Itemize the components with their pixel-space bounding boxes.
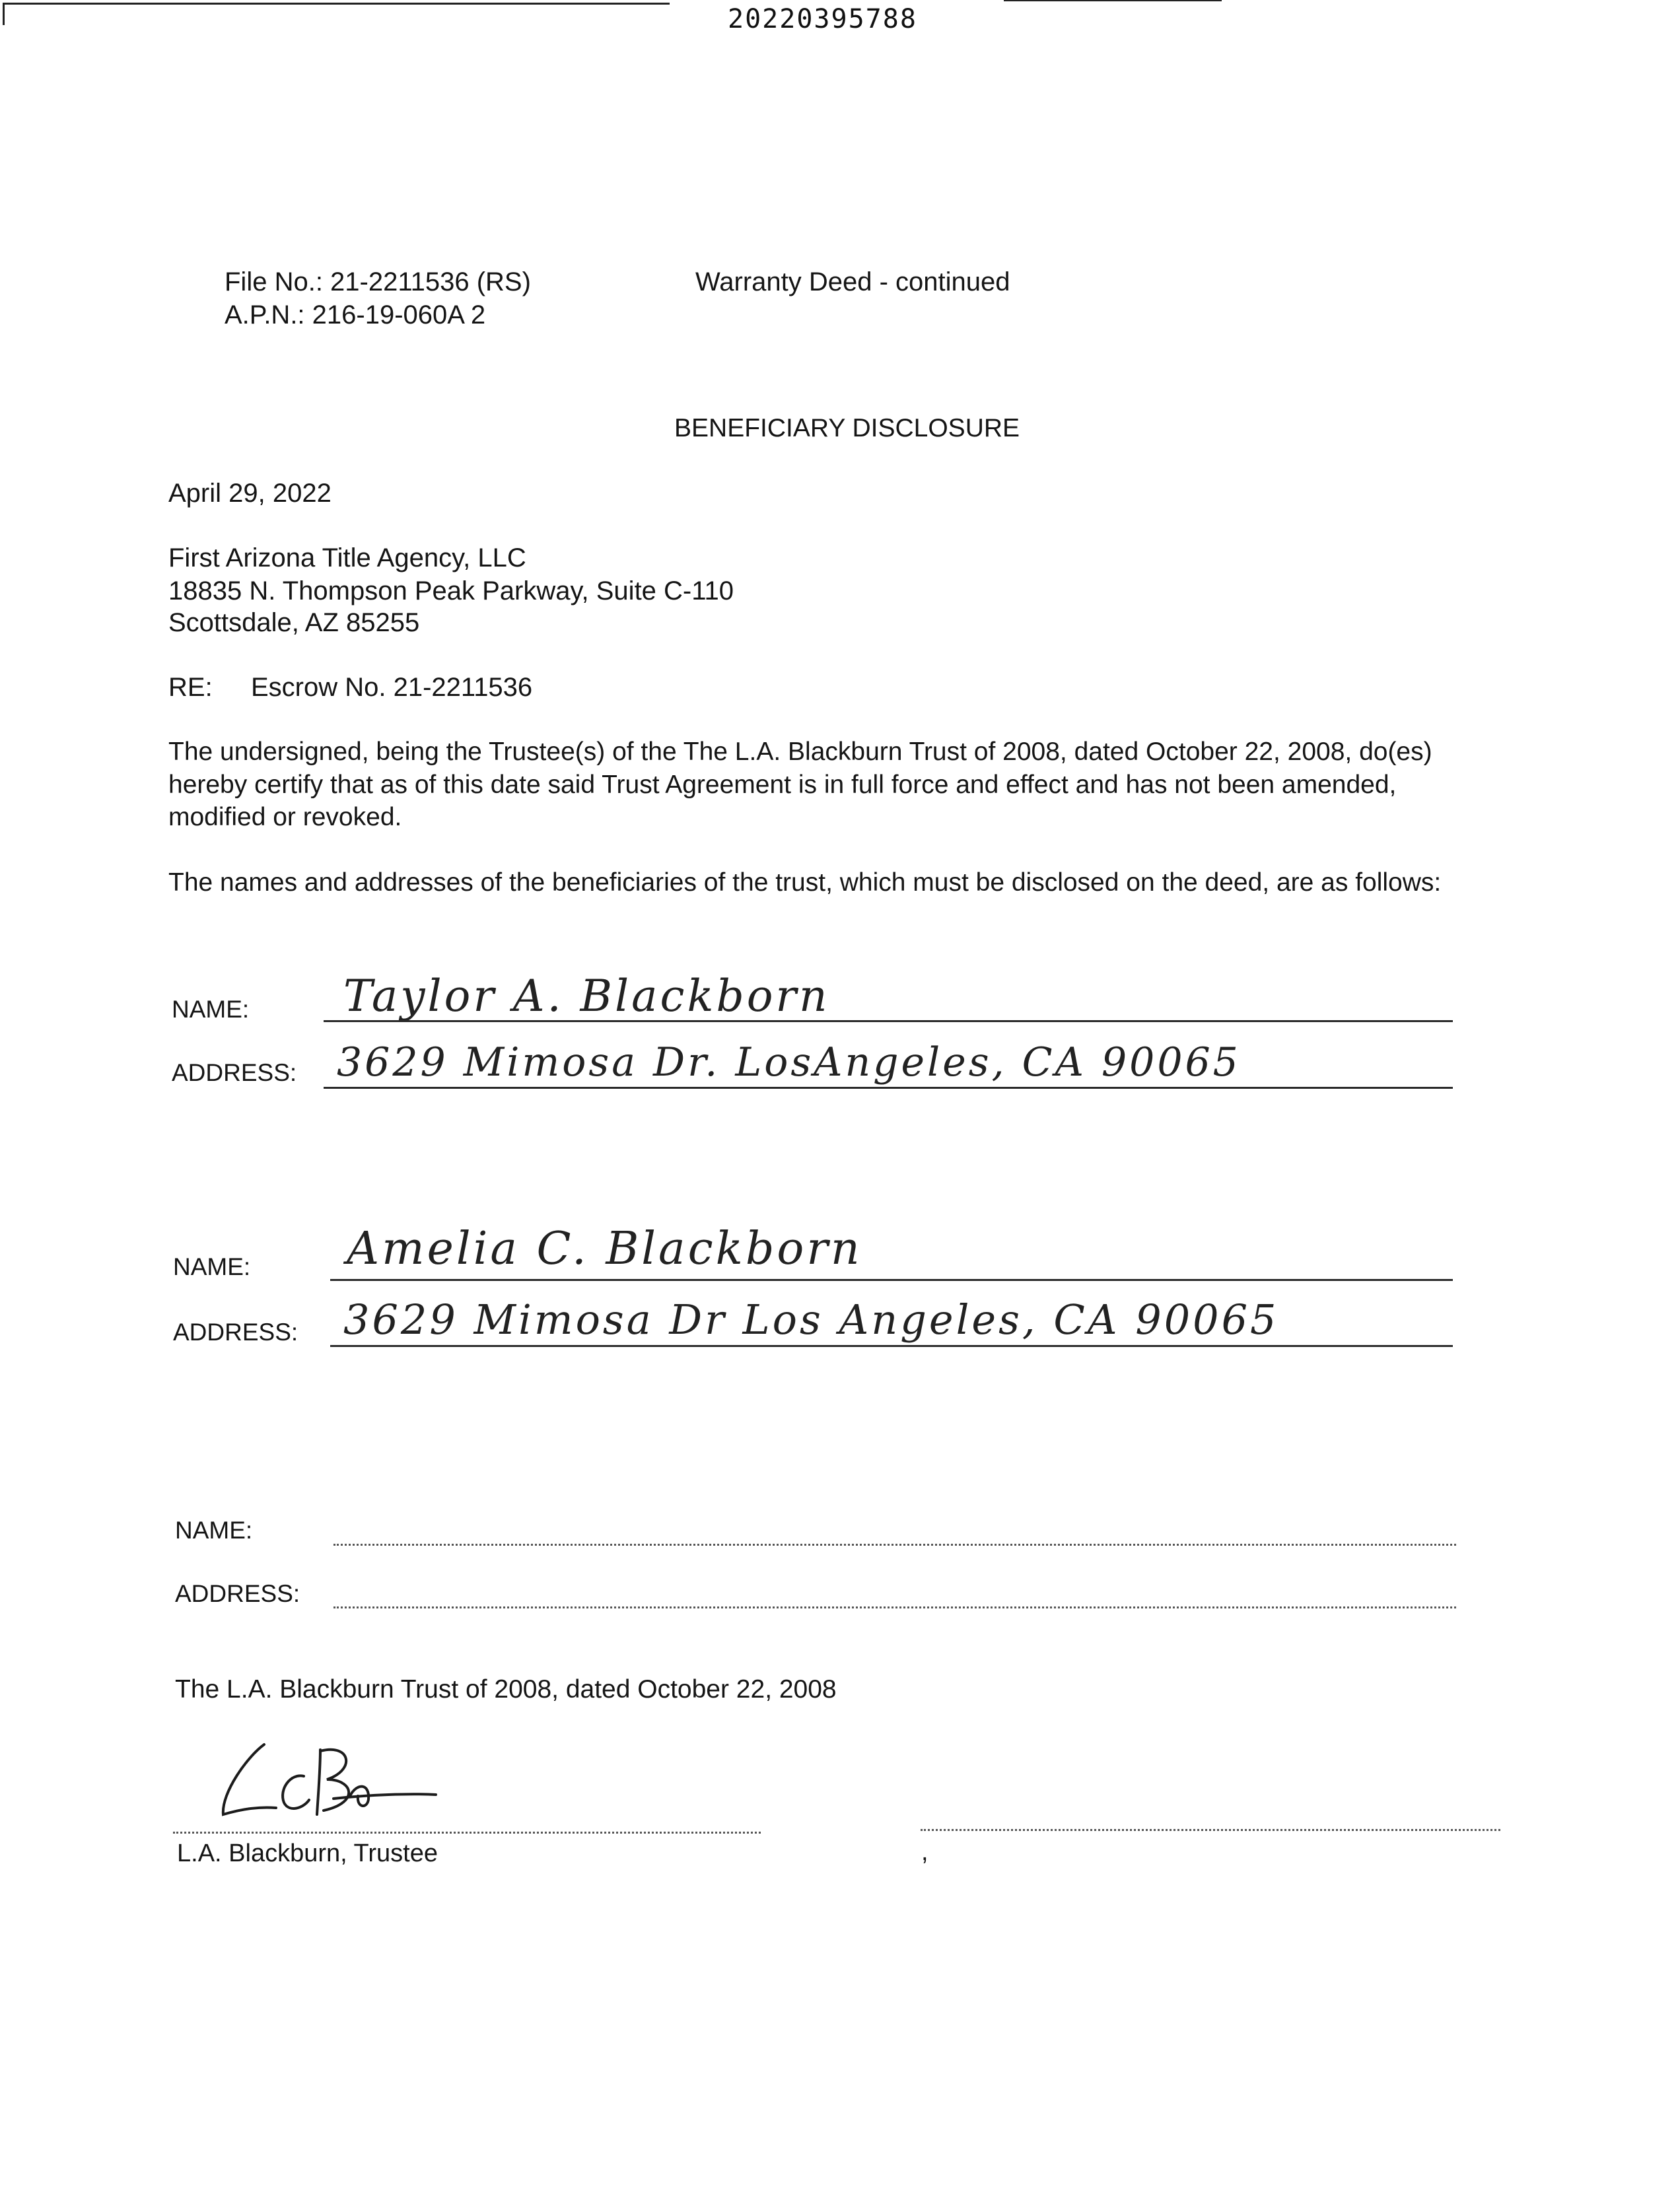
document-continued-label: Warranty Deed - continued — [695, 267, 1010, 296]
beneficiary-1-name-line — [324, 1020, 1453, 1022]
stray-comma-mark: , — [921, 1838, 928, 1866]
recording-number: 20220395788 — [728, 4, 917, 34]
addressee-name: First Arizona Title Agency, LLC — [168, 543, 526, 572]
escrow-number: Escrow No. 21-2211536 — [251, 673, 533, 702]
signature-line — [173, 1832, 761, 1834]
apn-number: A.P.N.: 216-19-060A 2 — [225, 300, 486, 329]
beneficiary-3-address-line — [333, 1606, 1456, 1608]
re-label: RE: — [168, 673, 213, 702]
beneficiary-2-name-line — [330, 1279, 1453, 1281]
addressee-city: Scottsdale, AZ 85255 — [168, 608, 420, 637]
beneficiaries-intro: The names and addresses of the beneficiaries of the trust, which must be disclosed on the deed, are as follows: — [168, 868, 1442, 897]
beneficiary-1-address: 3629 Mimosa Dr. LosAngeles, CA 90065 — [337, 1039, 1241, 1086]
beneficiary-1-address-label: ADDRESS: — [172, 1059, 297, 1086]
certification-line-3: modified or revoked. — [168, 803, 402, 831]
beneficiary-1-address-line — [324, 1087, 1453, 1089]
file-number: File No.: 21-2211536 (RS) — [225, 267, 531, 296]
scan-left-tick — [3, 3, 5, 25]
trust-name: The L.A. Blackburn Trust of 2008, dated October 22, 2008 — [175, 1675, 837, 1704]
trustee-signature — [192, 1730, 456, 1829]
beneficiary-3-name-label: NAME: — [175, 1517, 253, 1544]
beneficiary-2-address: 3629 Mimosa Dr Los Angeles, CA 90065 — [343, 1295, 1279, 1344]
beneficiary-1-name-label: NAME: — [172, 996, 250, 1023]
certification-line-1: The undersigned, being the Trustee(s) of the The L.A. Blackburn Trust of 2008, dated October 22, 2008, do(es) — [168, 738, 1432, 766]
certification-line-2: hereby certify that as of this date said Trust Agreement is in full force and effect and has not been amended, — [168, 771, 1397, 799]
signature-caption: L.A. Blackburn, Trustee — [177, 1840, 438, 1867]
page-title: BENEFICIARY DISCLOSURE — [674, 414, 1020, 442]
beneficiary-3-address-label: ADDRESS: — [175, 1580, 300, 1607]
beneficiary-2-name-label: NAME: — [173, 1253, 251, 1280]
second-signature-line — [921, 1829, 1500, 1831]
beneficiary-3-name-line — [333, 1544, 1456, 1546]
signature-scribble — [192, 1730, 456, 1829]
beneficiary-2-name: Amelia C. Blackborn — [347, 1223, 862, 1275]
beneficiary-2-address-line — [330, 1345, 1453, 1347]
letter-date: April 29, 2022 — [168, 479, 332, 508]
beneficiary-1-name: Taylor A. Blackborn — [343, 971, 830, 1021]
beneficiary-2-address-label: ADDRESS: — [173, 1319, 298, 1346]
scan-top-right-edge — [1004, 0, 1222, 1]
addressee-street: 18835 N. Thompson Peak Parkway, Suite C-110 — [168, 576, 734, 605]
scan-top-left-edge — [3, 3, 670, 5]
